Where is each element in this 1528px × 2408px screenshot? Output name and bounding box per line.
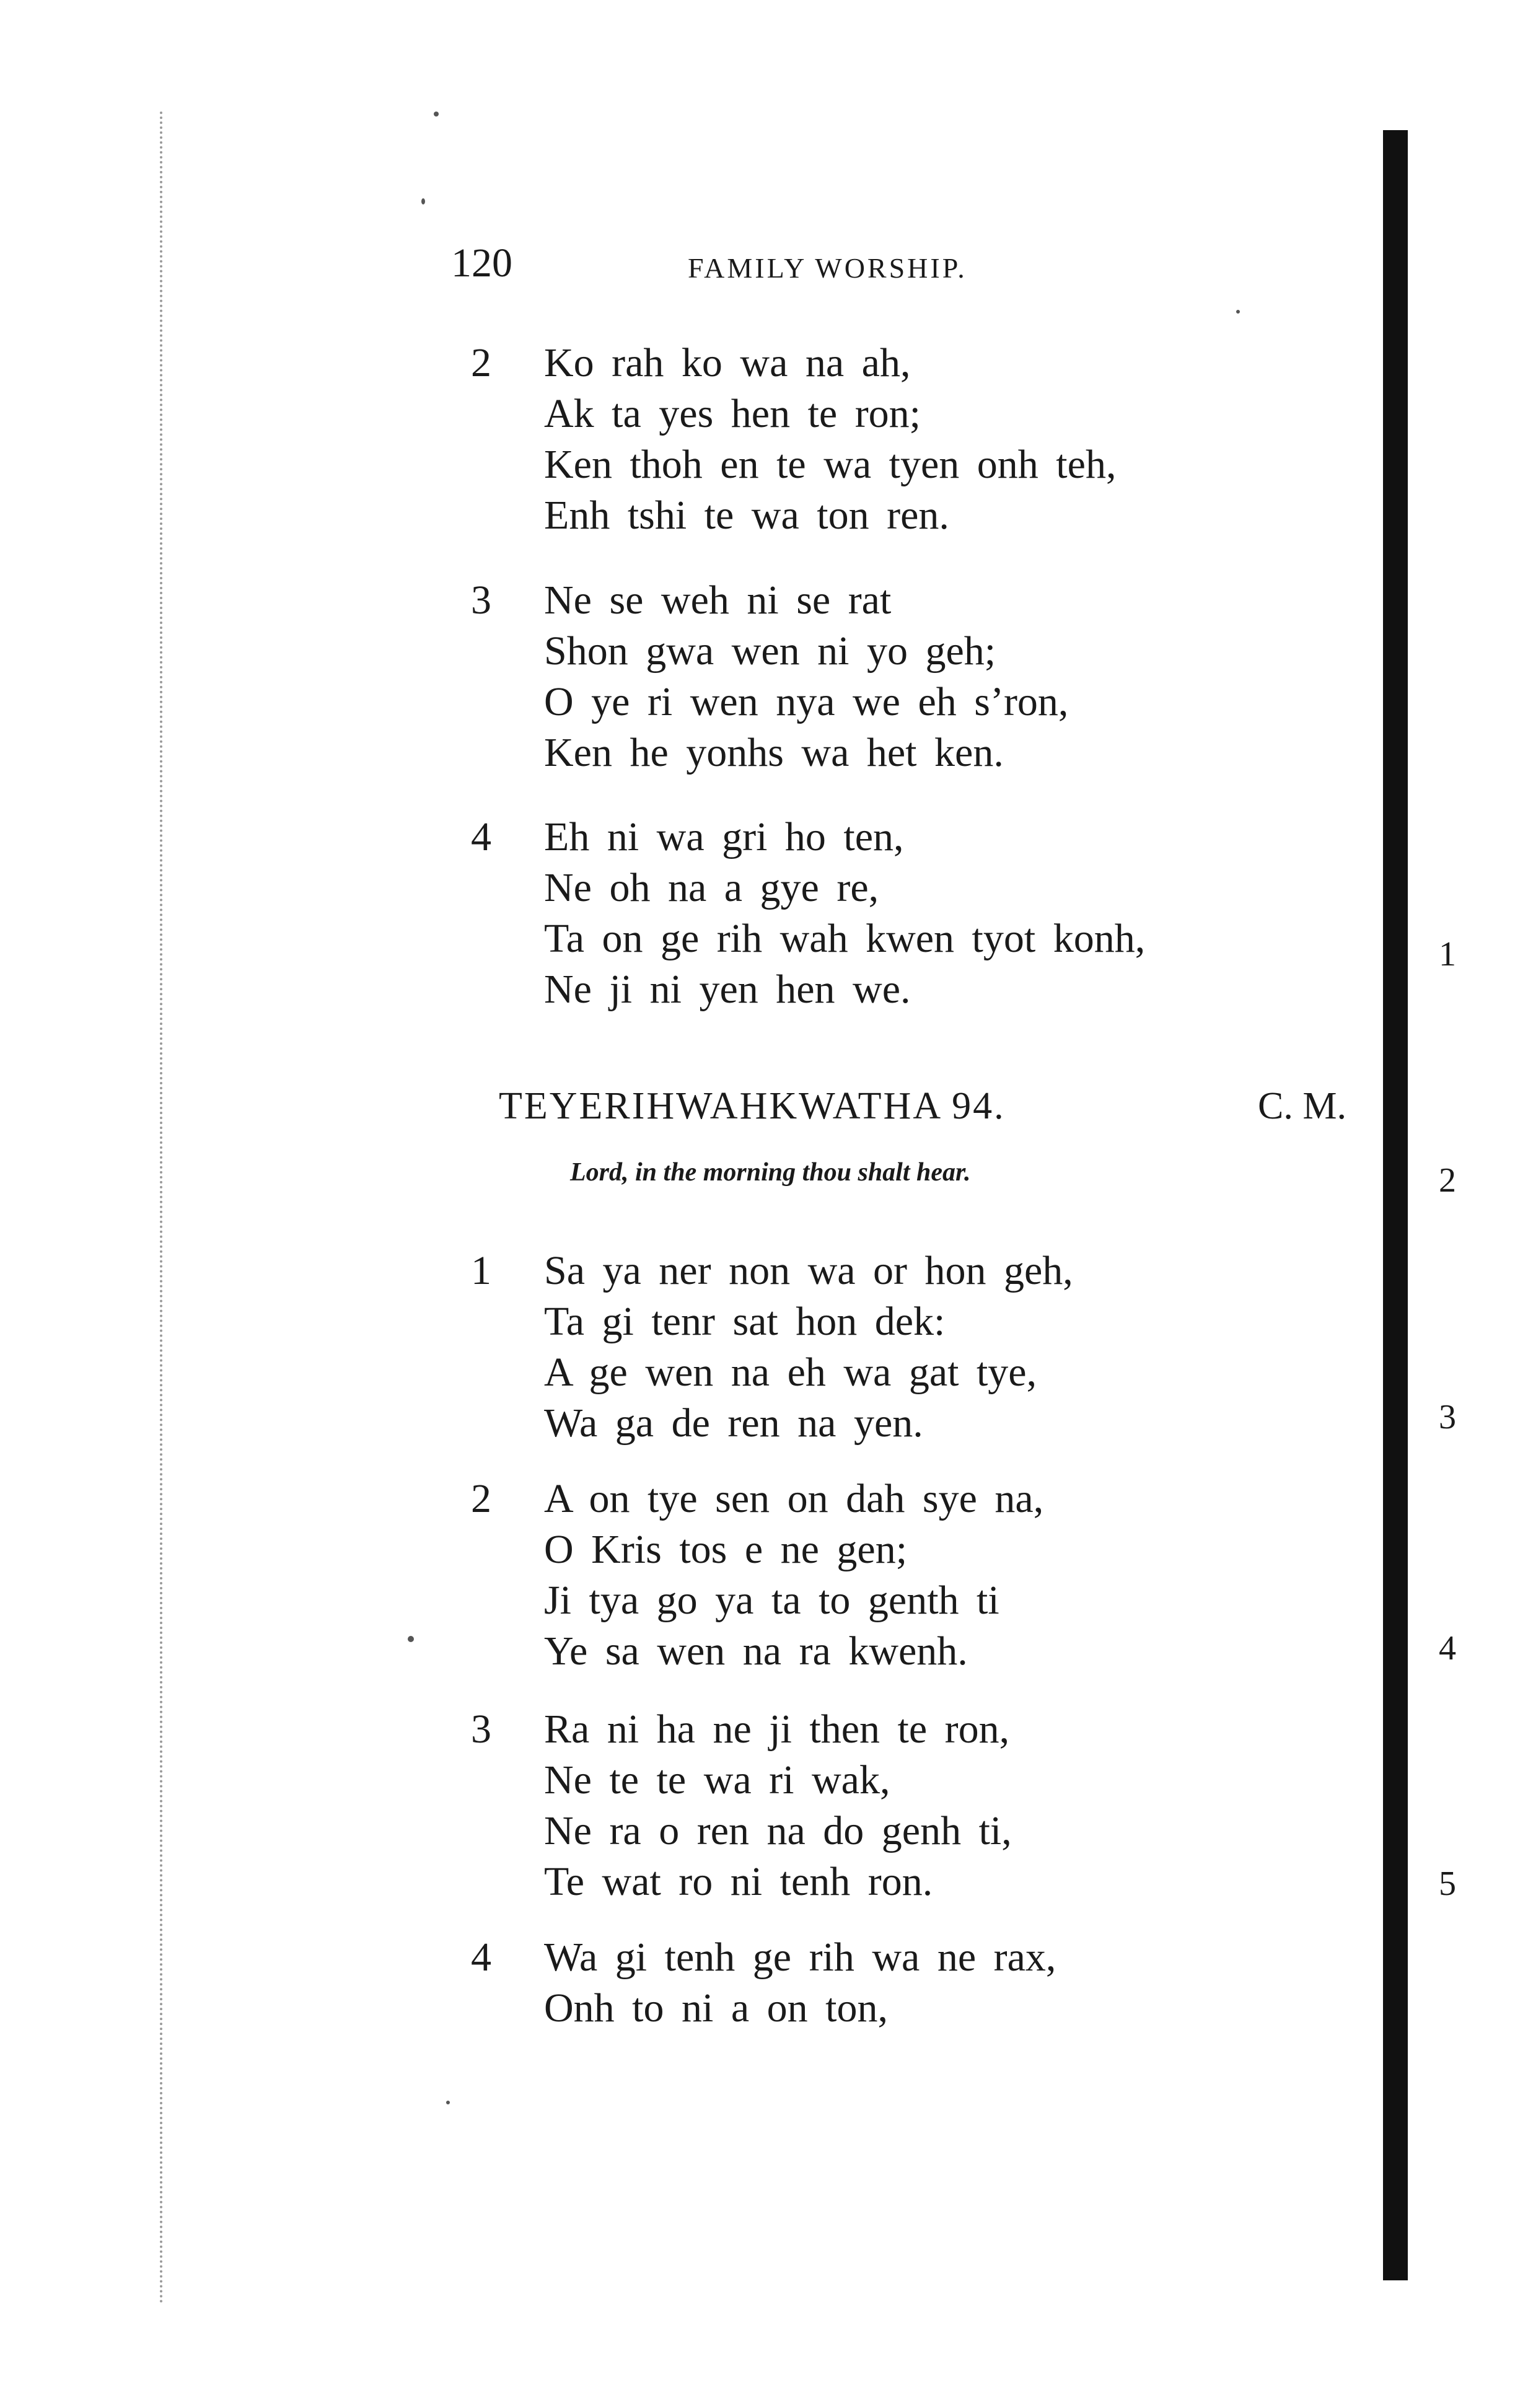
stanza-number: 4 (471, 1935, 491, 1980)
verse-line: Ne te te wa ri wak, (544, 1757, 890, 1803)
stanza-number: 2 (471, 1476, 491, 1521)
scan-speck (1236, 310, 1240, 314)
hymn-heading (499, 1078, 1379, 1134)
verse-line: Enh tshi te wa ton ren. (544, 493, 949, 538)
scan-speck (434, 112, 439, 116)
verse-line: Eh ni wa gri ho ten, (544, 814, 904, 859)
verse-line: Ko rah ko wa na ah, (544, 340, 911, 385)
page-edge-shadow (1383, 130, 1408, 2280)
gutter-speckle-line (160, 112, 162, 2305)
verse-line: Ne ra o ren na do genh ti, (544, 1808, 1012, 1853)
verse-line: Te wat ro ni tenh ron. (544, 1859, 933, 1904)
running-head (0, 235, 1528, 291)
hymn-epigraph: Lord, in the morning thou shalt hear. (570, 1158, 971, 1187)
scan-speck (408, 1636, 414, 1642)
stanza-number: 2 (471, 340, 491, 385)
verse-line: Ji tya go ya ta to genth ti (544, 1578, 999, 1623)
verse-line: Ne ji ni yen hen we. (544, 967, 911, 1012)
scan-speck (421, 198, 425, 204)
page-number: 120 (451, 240, 512, 286)
verse-line: Ken he yonhs wa het ken. (544, 730, 1004, 775)
verse-line: Ta gi tenr sat hon dek: (544, 1299, 946, 1344)
verse-line: Ak ta yes hen te ron; (544, 391, 921, 436)
stanza-number: 3 (471, 578, 491, 623)
verse-line: Ta on ge rih wah kwen tyot konh, (544, 916, 1146, 961)
verse-line: Sa ya ner non wa or hon geh, (544, 1248, 1073, 1293)
verse-line: Onh to ni a on ton, (544, 1985, 888, 2031)
verse-line: O Kris tos e ne gen; (544, 1527, 908, 1572)
verse-line: O ye ri wen nya we eh s’ron, (544, 679, 1069, 724)
margin-number: 5 (1439, 1865, 1456, 1903)
verse-line: A ge wen na eh wa gat tye, (544, 1350, 1037, 1395)
running-title: FAMILY WORSHIP. (688, 252, 967, 284)
stanza-number: 4 (471, 814, 491, 859)
margin-number: 3 (1439, 1398, 1456, 1436)
verse-line: Ne oh na a gye re, (544, 865, 879, 910)
margin-number: 4 (1439, 1629, 1456, 1668)
hymn-meter: C. M. (1258, 1085, 1346, 1127)
scan-speck (446, 2101, 450, 2104)
verse-line: A on tye sen on dah sye na, (544, 1476, 1044, 1521)
verse-line: Wa gi tenh ge rih wa ne rax, (544, 1935, 1056, 1980)
verse-line: Shon gwa wen ni yo geh; (544, 628, 996, 674)
stanza-number: 3 (471, 1707, 491, 1752)
verse-line: Ye sa wen na ra kwenh. (544, 1628, 968, 1674)
stanza-number: 1 (471, 1248, 491, 1293)
verse-line: Ken thoh en te wa tyen onh teh, (544, 442, 1117, 487)
margin-number: 2 (1439, 1161, 1456, 1200)
verse-line: Wa ga de ren na yen. (544, 1400, 923, 1446)
hymn-name: TEYERIHWAHKWATHA 94. (499, 1085, 1006, 1127)
verse-line: Ra ni ha ne ji then te ron, (544, 1707, 1010, 1752)
margin-number: 1 (1439, 935, 1456, 973)
verse-line: Ne se weh ni se rat (544, 578, 892, 623)
